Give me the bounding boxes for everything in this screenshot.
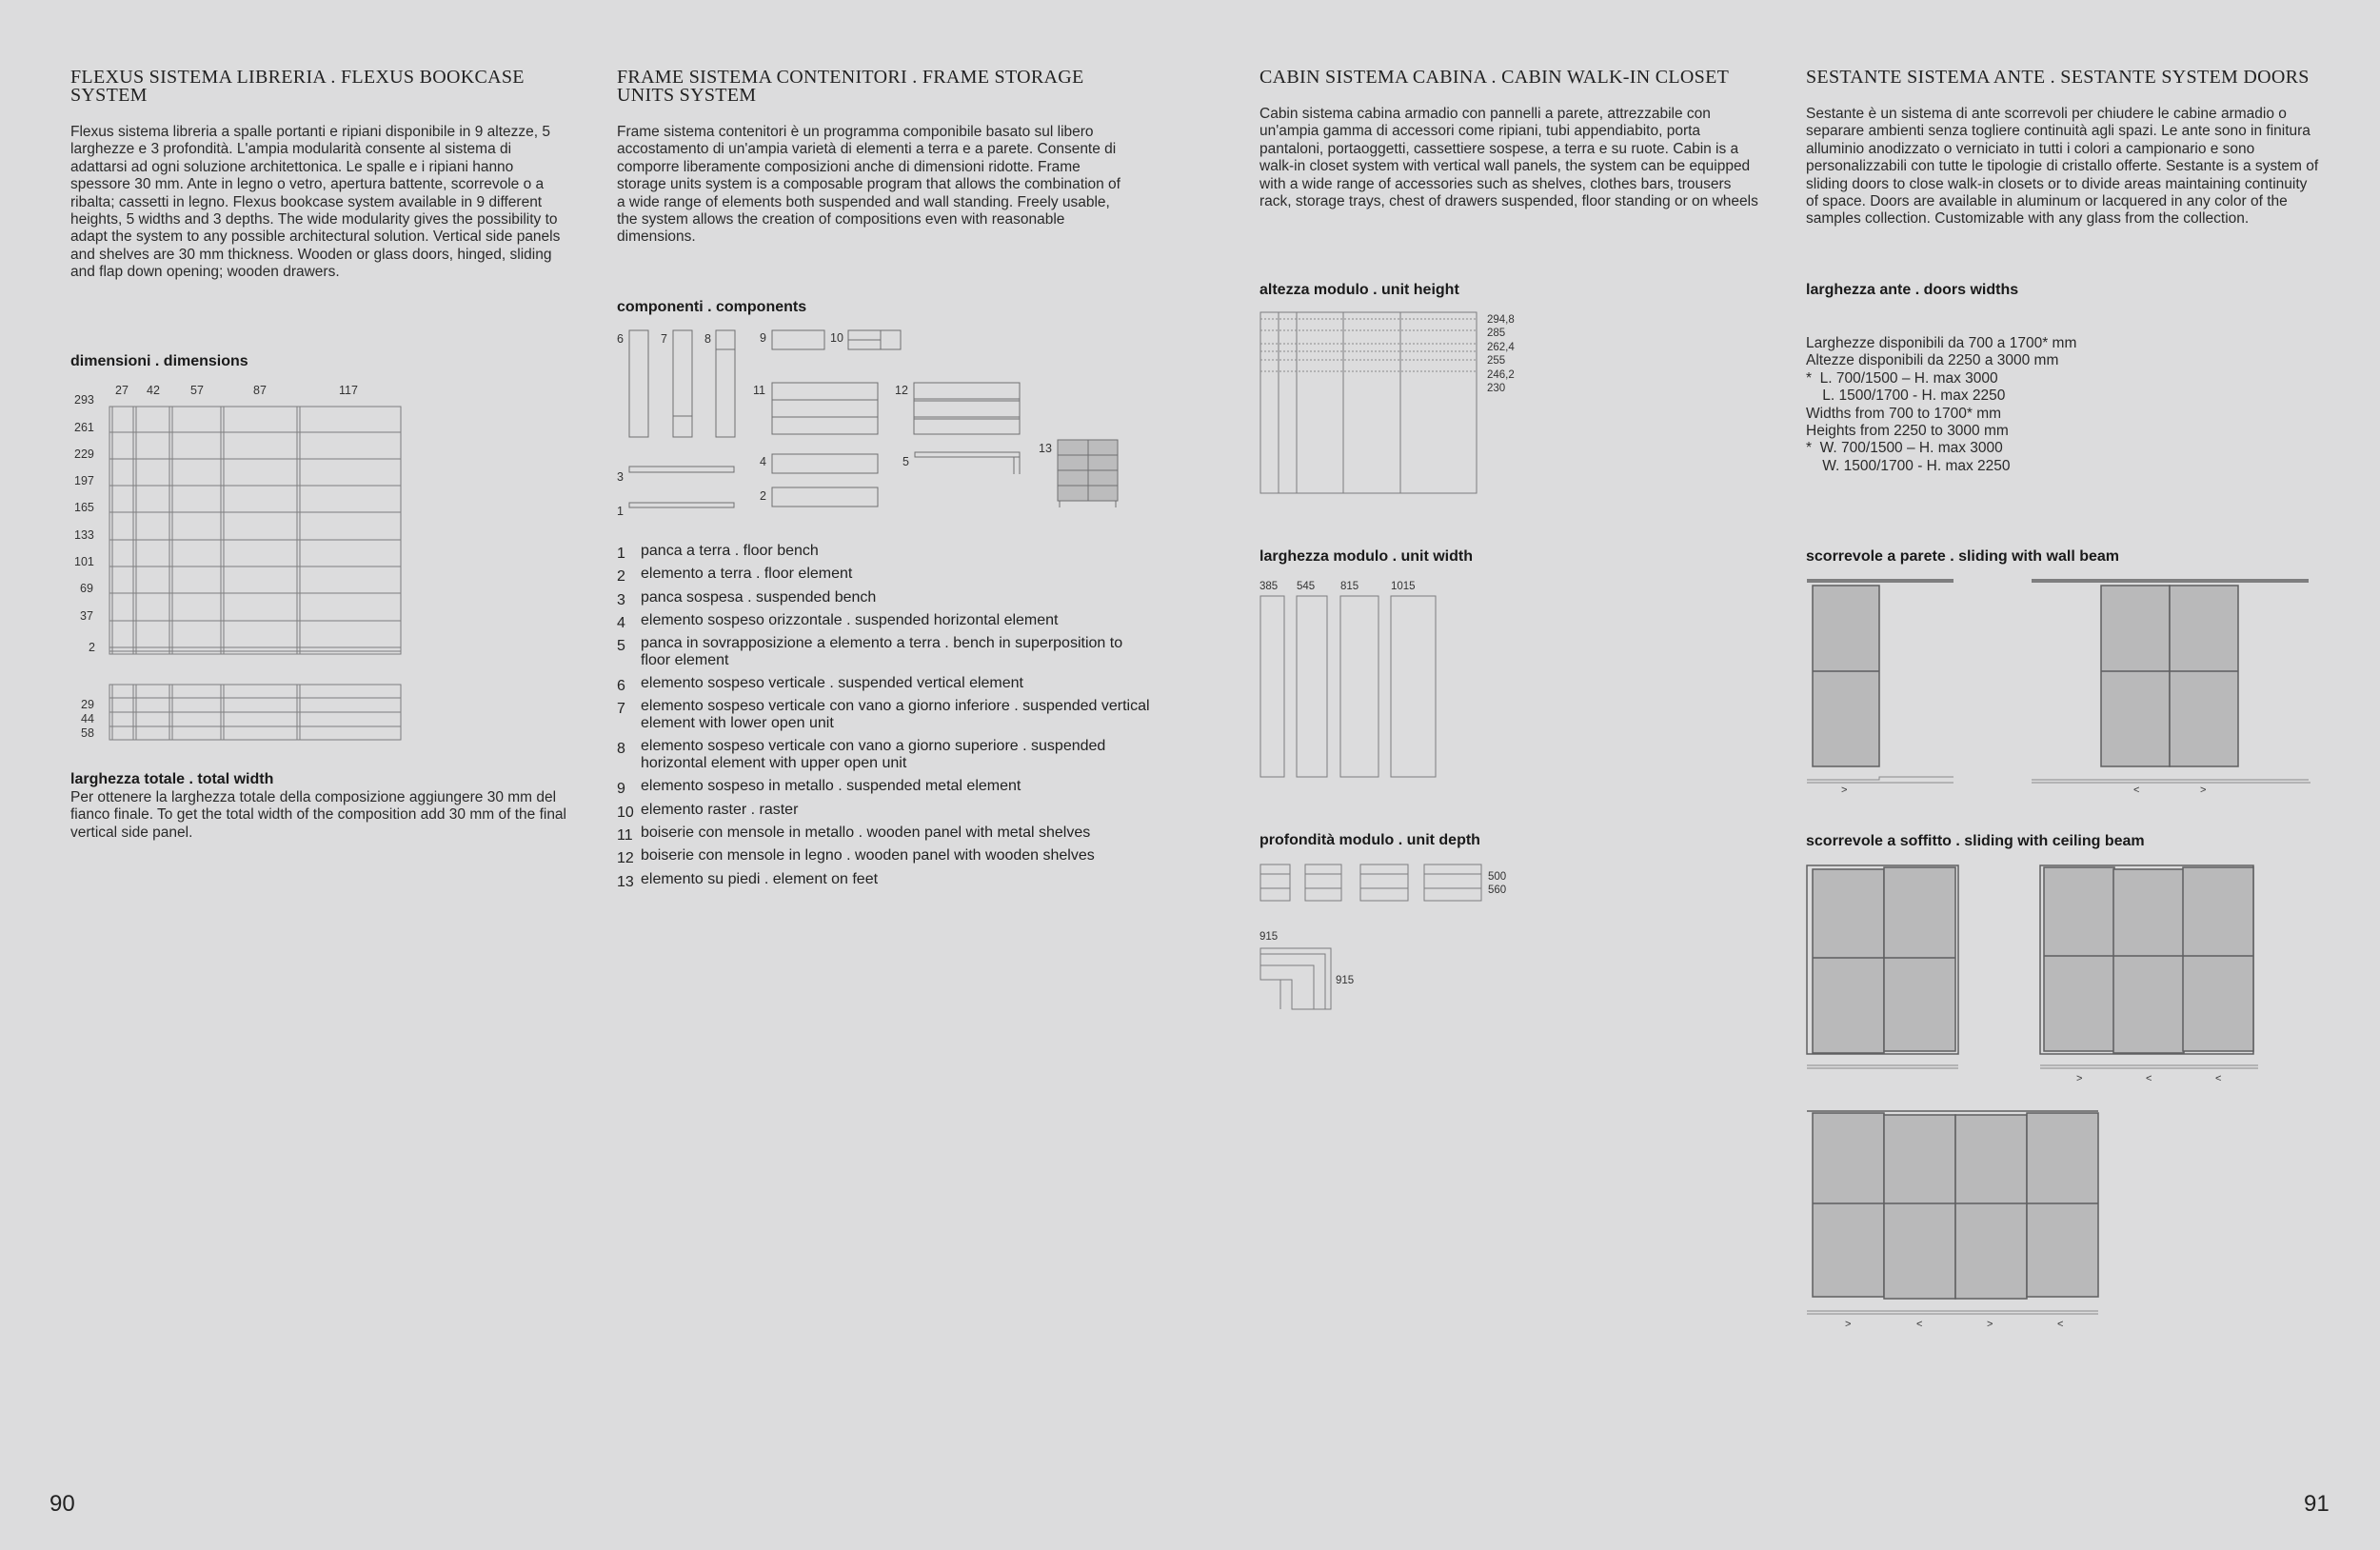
flexus-height-label: 133 — [74, 528, 94, 542]
list-item: 7 elemento sospeso verticale con vano a giorno inferiore . suspended vertical element with lower open unit — [617, 698, 1150, 732]
flexus-width-label: 27 — [115, 384, 129, 397]
arrow-indicator: < — [2215, 1073, 2222, 1084]
corner-dimension: 915 — [1259, 931, 1279, 943]
components-label: componenti . components — [617, 299, 807, 315]
list-item: 13 elemento su piedi . element on feet — [617, 870, 879, 890]
component-number: 7 — [661, 332, 667, 346]
component-number: 1 — [617, 505, 624, 518]
flexus-dimensions-label: dimensioni . dimensions — [70, 353, 248, 369]
component-number: 12 — [895, 384, 908, 397]
list-item: 1 panca a terra . floor bench — [617, 543, 819, 562]
list-item: 9 elemento sospeso in metallo . suspended metal element — [617, 778, 1021, 798]
unit-width-label: larghezza modulo . unit width — [1259, 548, 1473, 565]
height-value: 230 — [1487, 383, 1506, 394]
width-value: 1015 — [1391, 581, 1416, 592]
component-number: 5 — [902, 455, 909, 468]
page-number-right: 91 — [2304, 1491, 2330, 1517]
ceiling-beam-diagram — [1806, 863, 2282, 1074]
arrow-indicator: > — [1841, 785, 1848, 796]
component-number: 10 — [830, 331, 843, 345]
component-number: 11 — [753, 384, 765, 397]
component-number: 9 — [760, 331, 766, 345]
flexus-title: FLEXUS SISTEMA LIBRERIA . FLEXUS BOOKCASE SYSTEM — [70, 67, 525, 106]
arrow-indicator: > — [1845, 1319, 1852, 1330]
flexus-depth-label: 44 — [81, 712, 94, 725]
depth-value: 500 — [1488, 871, 1507, 883]
list-item: 10 elemento raster . raster — [617, 801, 799, 821]
four-door-diagram — [1806, 1108, 2120, 1320]
flexus-front-diagram — [109, 406, 402, 655]
list-item: 12 boiserie con mensole in legno . wooden panel with wooden shelves — [617, 847, 1095, 867]
flexus-plan-diagram — [109, 684, 402, 741]
doors-line: * W. 700/1500 – H. max 3000 — [1806, 440, 2003, 457]
component-number: 6 — [617, 332, 624, 346]
ceiling-beam-label: scorrevole a soffitto . sliding with ceiling beam — [1806, 833, 2145, 849]
total-width-text: Per ottenere la larghezza totale della composizione aggiungere 30 mm del fianco finale. To get the total width of the composition add 30 mm of the final vertical side panel. — [70, 789, 566, 841]
flexus-height-label: 2 — [89, 641, 95, 654]
width-value: 815 — [1340, 581, 1359, 592]
list-item: 2 elemento a terra . floor element — [617, 566, 853, 586]
component-number: 2 — [760, 489, 766, 503]
flexus-depth-label: 58 — [81, 726, 94, 740]
total-width-label: larghezza totale . total width — [70, 771, 274, 787]
sestante-description: Sestante è un sistema di ante scorrevoli per chiudere le cabine armadio o separare ambienti senza togliere continuità agli spazi. Le ante sono in finitura alluminio anodizzato o verniciato in tutti i colori a campionario e sono personalizzabili con tutte le tipologie di cristallo offerte. Sestante is a system of sliding doors to close walk-in closets or to divide areas maintaining continuity of space. Doors are available in aluminum or lacquered in any color of the samples collection. Customizable with any glass from the collection. — [1806, 106, 2319, 228]
list-item: 11 boiserie con mensole in metallo . wooden panel with metal shelves — [617, 825, 1091, 845]
doors-line: W. 1500/1700 - H. max 2250 — [1806, 457, 2011, 474]
unit-depth-diagram — [1259, 863, 1488, 903]
flexus-width-label: 87 — [253, 384, 267, 397]
component-number: 8 — [704, 332, 711, 346]
arrow-indicator: > — [2076, 1073, 2083, 1084]
flexus-height-label: 101 — [74, 555, 94, 568]
height-value: 285 — [1487, 328, 1506, 339]
doors-line: L. 1500/1700 - H. max 2250 — [1806, 388, 2006, 405]
height-value: 255 — [1487, 355, 1506, 367]
doors-line: Widths from 700 to 1700* mm — [1806, 405, 2002, 422]
doors-widths-label: larghezza ante . doors widths — [1806, 282, 2019, 298]
unit-width-diagram — [1259, 594, 1440, 779]
unit-height-label: altezza modulo . unit height — [1259, 282, 1459, 298]
component-number: 4 — [760, 455, 766, 468]
frame-components-diagram — [624, 324, 1128, 514]
width-value: 545 — [1297, 581, 1316, 592]
arrow-indicator: < — [2057, 1319, 2064, 1330]
height-value: 294,8 — [1487, 314, 1515, 326]
list-item: 8 elemento sospeso verticale con vano a giorno superiore . suspended horizontal element with upper open unit — [617, 738, 1106, 772]
wall-beam-diagram — [1806, 577, 2320, 786]
unit-height-diagram — [1259, 310, 1478, 495]
component-number: 13 — [1039, 442, 1052, 455]
flexus-width-label: 42 — [147, 384, 160, 397]
components-list — [617, 543, 1150, 894]
arrow-indicator: < — [2146, 1073, 2152, 1084]
frame-description: Frame sistema contenitori è un programma componibile basato sul libero accostamento di un'ampia varietà di elementi a terra e a parete. Consente di comporre liberamente composizioni anche di dimensioni ridotte. Frame storage units system is a composable program that allows the combination of a wide range of elements both suspended and wall standing. Freely usable, the system allows the creation of compositions even with reasonable dimensions. — [617, 124, 1121, 246]
flexus-width-label: 57 — [190, 384, 204, 397]
frame-title: FRAME SISTEMA CONTENITORI . FRAME STORAGE UNITS SYSTEM — [617, 67, 1084, 106]
flexus-width-label: 117 — [339, 384, 358, 397]
corner-module-diagram — [1259, 946, 1336, 1013]
page-number-left: 90 — [50, 1491, 75, 1517]
doors-line: Altezze disponibili da 2250 a 3000 mm — [1806, 352, 2059, 369]
list-item: 4 elemento sospeso orizzontale . suspended horizontal element — [617, 611, 1059, 631]
flexus-height-label: 229 — [74, 447, 94, 461]
depth-value: 560 — [1488, 884, 1507, 896]
flexus-depth-label: 29 — [81, 698, 94, 711]
flexus-height-label: 37 — [80, 609, 93, 623]
arrow-indicator: > — [1987, 1319, 1993, 1330]
list-item: 5 panca in sovrapposizione a elemento a terra . bench in superposition to floor element — [617, 635, 1123, 669]
list-item: 6 elemento sospeso verticale . suspended vertical element — [617, 675, 1023, 695]
arrow-indicator: < — [2133, 785, 2140, 796]
flexus-height-label: 293 — [74, 393, 94, 407]
flexus-height-label: 261 — [74, 421, 94, 434]
arrow-indicator: > — [2200, 785, 2207, 796]
arrow-indicator: < — [1916, 1319, 1923, 1330]
height-value: 246,2 — [1487, 369, 1515, 381]
corner-dimension: 915 — [1336, 975, 1355, 986]
width-value: 385 — [1259, 581, 1279, 592]
list-item: 3 panca sospesa . suspended bench — [617, 588, 877, 608]
doors-line: Heights from 2250 to 3000 mm — [1806, 423, 2009, 440]
height-value: 262,4 — [1487, 342, 1515, 353]
wall-beam-label: scorrevole a parete . sliding with wall beam — [1806, 548, 2119, 565]
sestante-title: SESTANTE SISTEMA ANTE . SESTANTE SYSTEM DOORS — [1806, 67, 2310, 88]
cabin-description: Cabin sistema cabina armadio con pannelli a parete, attrezzabile con un'ampia gamma di accessori come ripiani, tubi appendiabito, porta pantaloni, portaoggetti, cassettiere sospese, a terra e su ruote. Cabin is a walk-in closet system with vertical wall panels, the system can be equipped with a wide range of accessories such as shelves, clothes bars, trousers rack, storage trays, chest of drawers suspended, floor standing or on wheels — [1259, 106, 1758, 210]
unit-depth-label: profondità modulo . unit depth — [1259, 832, 1480, 848]
cabin-title: CABIN SISTEMA CABINA . CABIN WALK-IN CLOSET — [1259, 67, 1730, 88]
flexus-height-label: 165 — [74, 501, 94, 514]
doors-widths-text — [1806, 335, 2187, 475]
flexus-height-label: 69 — [80, 582, 93, 595]
flexus-description: Flexus sistema libreria a spalle portanti e ripiani disponibile in 9 altezze, 5 larghezze e 3 profondità. L'ampia modularità consente al sistema di adattarsi ad ogni soluzione architettonica. Le spalle e i ripiani hanno spessore 30 mm. Ante in legno o vetro, apertura battente, scorrevole o a ribalta; cassetti in legno. Flexus bookcase system available in 9 different heights, 5 widths and 3 depths. The wide modularity gives the possibility to adapt the system to any possible architectural solution. Vertical side panels and shelves are 30 mm thickness. Wooden or glass doors, hinged, sliding and flap down opening; wooden drawers. — [70, 124, 561, 281]
doors-line: * L. 700/1500 – H. max 3000 — [1806, 369, 1998, 387]
component-number: 3 — [617, 470, 624, 484]
doors-line: Larghezze disponibili da 700 a 1700* mm — [1806, 335, 2077, 351]
flexus-height-label: 197 — [74, 474, 94, 487]
